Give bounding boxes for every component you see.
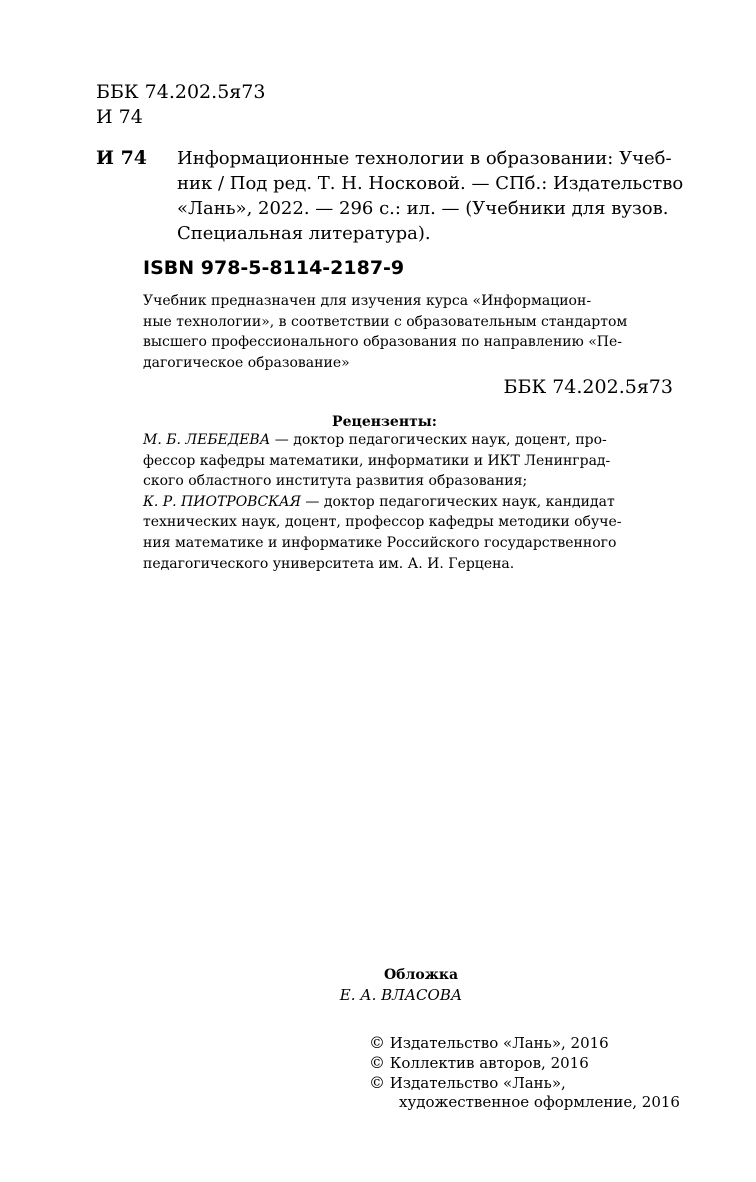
catalog-header [96, 80, 265, 130]
reviewer-line: ния математике и информатике Российского государственного [143, 534, 617, 551]
copyright-icon: © [369, 1053, 385, 1072]
entry-line: Специальная литература). [177, 223, 431, 244]
cover-designer-name: Е. А. ВЛАСОВА [339, 986, 463, 1004]
reviewer-1-name: М. Б. ЛЕБЕДЕВА [143, 432, 271, 448]
bbk-code-bottom: ББК 74.202.5я73 [503, 376, 673, 398]
reviewers-list [143, 430, 673, 574]
reviewer-line: ского областного института развития образования; [143, 473, 528, 490]
annotation-line: Учебник предназначен для изучения курса «Информацион- [143, 293, 592, 309]
copyright-line: © Издательство «Лань», [369, 1073, 566, 1092]
copyright-line: © Коллектив авторов, 2016 [369, 1053, 589, 1072]
copyright-block [369, 1033, 680, 1112]
entry-line: Информационные технологии в образовании: Учеб- [177, 148, 672, 169]
reviewer-2-name: К. Р. ПИОТРОВСКАЯ [143, 493, 301, 510]
bibliographic-entry [177, 146, 684, 246]
copyright-icon: © [369, 1033, 385, 1052]
annotation-line: дагогическое образование» [143, 354, 350, 371]
entry-author-mark: И 74 [96, 147, 148, 169]
annotation-line: высшего профессионального образования по направлению «Пе- [143, 334, 623, 350]
reviewer-line: технических наук, доцент, профессор кафедры методики обуче- [143, 514, 622, 531]
reviewer-1: М. Б. ЛЕБЕДЕВА — доктор педагогических наук, доцент, про- [143, 432, 607, 448]
entry-line: ник / Под ред. Т. Н. Носковой. — СПб.: Издательство [177, 173, 684, 194]
annotation-line: ные технологии», в соответствии с образовательным стандартом [143, 313, 628, 330]
copyright-icon: © [369, 1073, 385, 1092]
reviewer-2: К. Р. ПИОТРОВСКАЯ — доктор педагогических наук, кандидат [143, 493, 615, 510]
bbk-code: ББК 74.202.5я73 [96, 81, 266, 103]
annotation [143, 291, 673, 373]
isbn: ISBN 978-5-8114-2187-9 [143, 257, 405, 279]
entry-line: «Лань», 2022. — 296 с.: ил. — (Учебники для вузов. [177, 198, 669, 219]
copyright-line-continuation: художественное оформление, 2016 [399, 1093, 680, 1111]
reviewers-title: Рецензенты: [332, 414, 437, 430]
reviewer-line: фессор кафедры математики, информатики и ИКТ Ленинград- [143, 452, 611, 469]
cover-credit-title: Обложка [383, 967, 459, 983]
author-mark: И 74 [96, 106, 143, 128]
reviewer-line: педагогического университета им. А. И. Герцена. [143, 555, 515, 572]
copyright-line: © Издательство «Лань», 2016 [369, 1033, 609, 1052]
